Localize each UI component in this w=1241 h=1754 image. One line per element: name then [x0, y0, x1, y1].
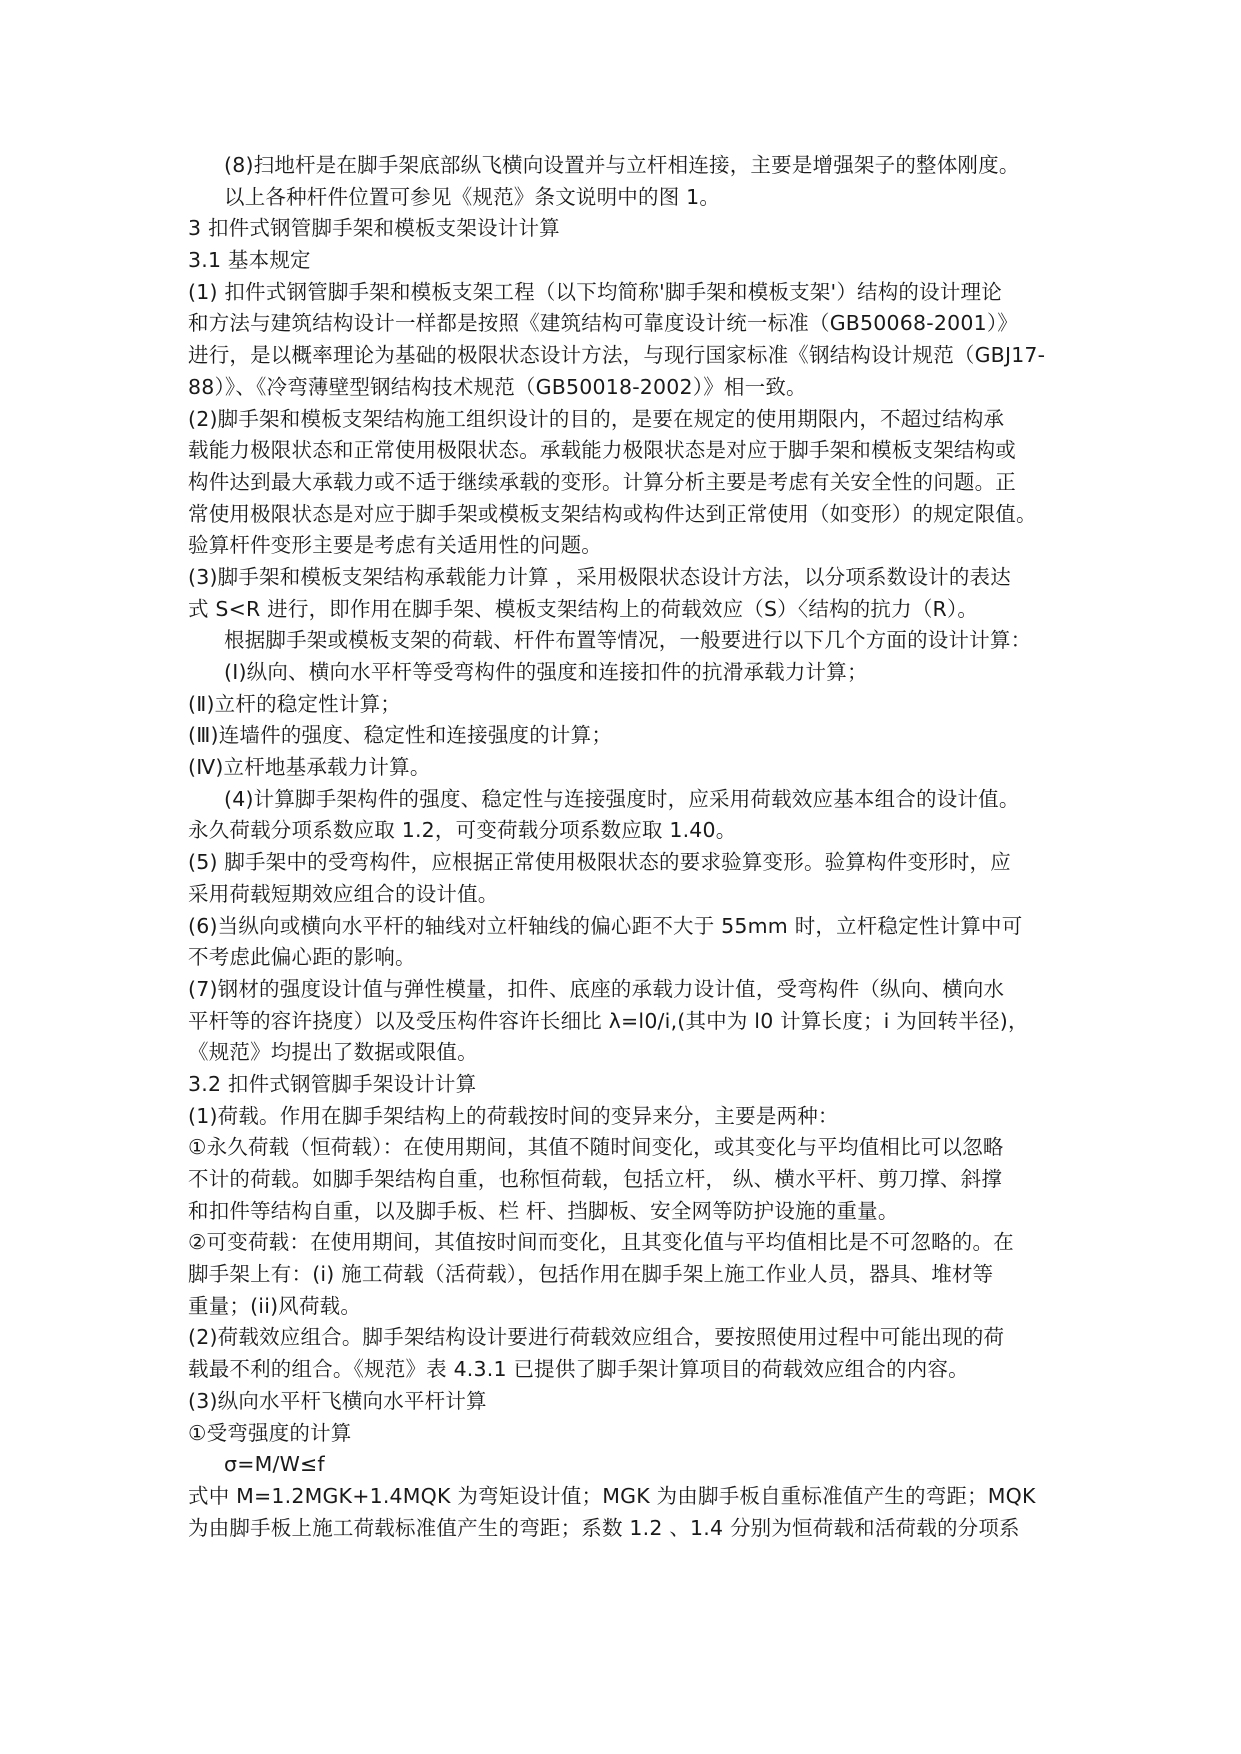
- text-line: 为由脚手板上施工荷载标准值产生的弯距；系数 1.2 、1.4 分别为恒荷载和活荷载的分项系: [188, 1515, 1020, 1540]
- text-line: 3 扣件式钢管脚手架和模板支架设计计算: [188, 216, 560, 241]
- text-line: 式 S<R 进行，即作用在脚手架、模板支架结构上的荷载效应（S）〈结构的抗力（R）。: [188, 596, 979, 621]
- text-line: ①永久荷载（恒荷载）：在使用期间，其值不随时间变化，或其变化与平均值相比可以忽略: [188, 1135, 1004, 1160]
- text-line: (Ⅳ)立杆地基承载力计算。: [188, 755, 431, 780]
- text-line: 3.2 扣件式钢管脚手架设计计算: [188, 1071, 477, 1096]
- text-line: 88）》、《冷弯薄壁型钢结构技术规范（GB50018-2002）》相一致。: [188, 374, 807, 399]
- text-line: 进行，是以概率理论为基础的极限状态设计方法，与现行国家标准《钢结构设计规范（GBJ17-: [188, 343, 1046, 368]
- text-line: 采用荷载短期效应组合的设计值。: [188, 881, 499, 906]
- text-line: 载能力极限状态和正常使用极限状态。承载能力极限状态是对应于脚手架和模板支架结构或: [188, 438, 1016, 463]
- text-line: ②可变荷载：在使用期间，其值按时间而变化，且其变化值与平均值相比是不可忽略的。在: [188, 1230, 1014, 1255]
- text-line: (Ⅲ)连墙件的强度、稳定性和连接强度的计算；: [188, 723, 613, 748]
- document-body: [188, 150, 1068, 1544]
- text-line: (8)扫地杆是在脚手架底部纵飞横向设置并与立杆相连接，主要是增强架子的整体刚度。: [224, 153, 1020, 177]
- text-line: 验算杆件变形主要是考虑有关适用性的问题。: [188, 533, 602, 558]
- text-line: 和扣件等结构自重，以及脚手板、栏 杆、挡脚板、安全网等防护设施的重量。: [188, 1198, 899, 1223]
- text-line: 常使用极限状态是对应于脚手架或模板支架结构或构件达到正常使用（如变形）的规定限值。: [188, 501, 1037, 526]
- text-line: 和方法与建筑结构设计一样都是按照《建筑结构可靠度设计统一标准（GB50068-2001）》: [188, 311, 1018, 336]
- text-line: σ=M/W≤f: [224, 1452, 325, 1477]
- text-line: (4)计算脚手架构件的强度、稳定性与连接强度时，应采用荷载效应基本组合的设计值。: [224, 786, 1020, 811]
- text-line: 3.1 基本规定: [188, 248, 311, 273]
- text-line: 重量；(ii)风荷载。: [188, 1293, 362, 1318]
- text-line: (1) 扣件式钢管脚手架和模板支架工程（以下均简称'脚手架和模板支架'）结构的设计理论: [188, 279, 1002, 304]
- text-line: 脚手架上有：(i) 施工荷载（活荷载），包括作用在脚手架上施工作业人员，器具、堆材等: [188, 1262, 994, 1287]
- text-line: 永久荷载分项系数应取 1.2，可变荷载分项系数应取 1.40。: [188, 818, 737, 843]
- text-line: (3)脚手架和模板支架结构承载能力计算 ，采用极限状态设计方法，以分项系数设计的表达: [188, 564, 1011, 589]
- text-line: 载最不利的组合。《规范》表 4.3.1 已提供了脚手架计算项目的荷载效应组合的内容。: [188, 1357, 969, 1382]
- text-line: ①受弯强度的计算: [188, 1420, 352, 1445]
- text-line: (2)脚手架和模板支架结构施工组织设计的目的，是要在规定的使用期限内，不超过结构承: [188, 406, 1005, 431]
- text-line: 不考虑此偏心距的影响。: [188, 945, 416, 970]
- text-line: (7)钢材的强度设计值与弹性模量，扣件、底座的承载力设计值，受弯构件（纵向、横向水: [188, 976, 1005, 1001]
- text-line: 式中 M=1.2MGK+1.4MQK 为弯矩设计值；MGK 为由脚手板自重标准值产生的弯距；MQK: [188, 1483, 1036, 1508]
- text-line: 不计的荷载。如脚手架结构自重，也称恒荷载，包括立杆， 纵、横水平杆、剪刀撑、斜撑: [188, 1167, 1003, 1191]
- text-line: 根据脚手架或模板支架的荷载、杆件布置等情况，一般要进行以下几个方面的设计计算：: [224, 628, 1032, 653]
- text-line: 《规范》均提出了数据或限值。: [188, 1040, 478, 1065]
- text-line: 以上各种杆件位置可参见《规范》条文说明中的图 1。: [224, 184, 721, 209]
- text-line: (1)荷载。作用在脚手架结构上的荷载按时间的变异来分，主要是两种：: [188, 1103, 839, 1128]
- text-line: 平杆等的容许挠度）以及受压构件容许长细比 λ=l0/i,(其中为 l0 计算长度；i 为回转半径)，: [188, 1008, 1029, 1033]
- text-line: 构件达到最大承载力或不适于继续承载的变形。计算分析主要是考虑有关安全性的问题。正: [188, 469, 1016, 494]
- text-line: (3)纵向水平杆飞横向水平杆计算: [188, 1388, 487, 1413]
- text-line: (5) 脚手架中的受弯构件，应根据正常使用极限状态的要求验算变形。验算构件变形时，应: [188, 850, 1011, 875]
- text-line: (Ⅱ)立杆的稳定性计算；: [188, 691, 401, 716]
- text-line: (Ⅰ)纵向、横向水平杆等受弯构件的强度和连接扣件的抗滑承载力计算；: [224, 660, 868, 684]
- text-line: (2)荷载效应组合。脚手架结构设计要进行荷载效应组合，要按照使用过程中可能出现的荷: [188, 1325, 1005, 1350]
- text-line: (6)当纵向或横向水平杆的轴线对立杆轴线的偏心距不大于 55mm 时，立杆稳定性计算中可: [188, 913, 1023, 938]
